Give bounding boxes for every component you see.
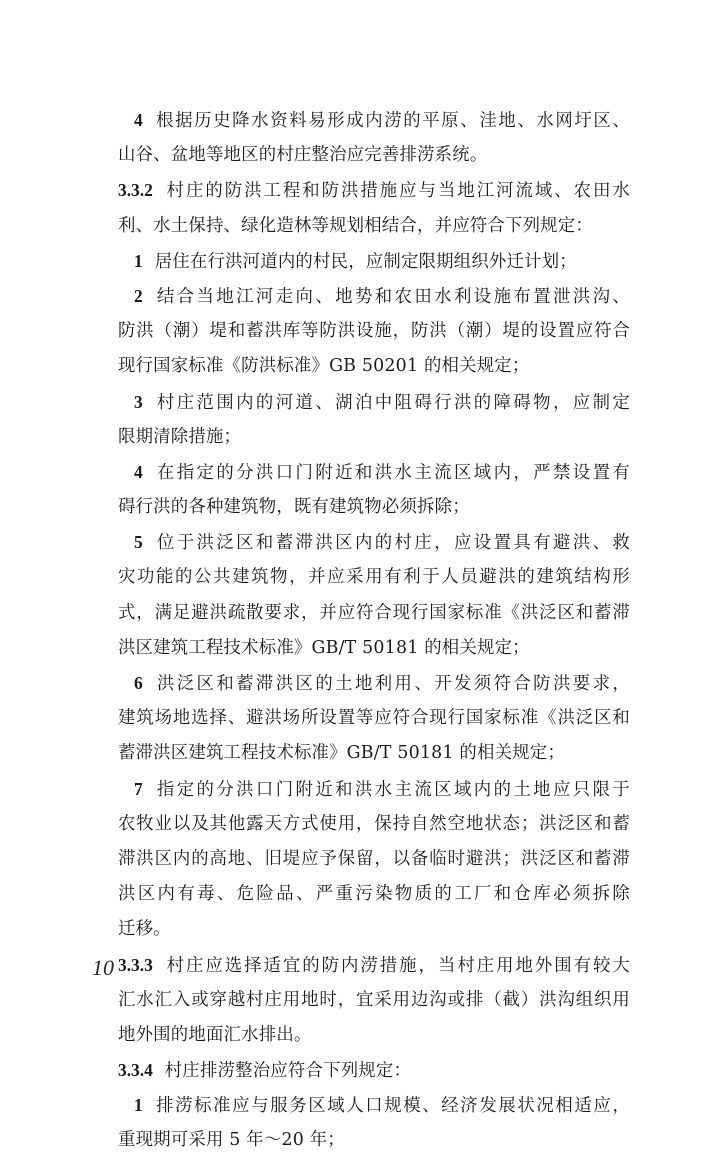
text-line bbox=[118, 385, 630, 420]
text-line bbox=[118, 807, 630, 842]
line-text: 排涝标准应与服务区域人口规模、经济发展状况相适应， bbox=[154, 1096, 630, 1117]
line-text: 洪泛区和蓄滞洪区的土地利用、开发须符合防洪要求， bbox=[154, 674, 630, 694]
text-line bbox=[118, 912, 630, 947]
line-text: 农牧业以及其他露天方式使用，保持自然空地状态；洪泛区和蓄 bbox=[118, 813, 630, 834]
text-line bbox=[118, 772, 630, 807]
text-line bbox=[118, 842, 630, 877]
line-text: 灾功能的公共建筑物，并应采用有利于人员避洪的建筑结构形 bbox=[118, 567, 630, 588]
line-text: 山谷、盆地等地区的村庄整治应完善排涝系统。 bbox=[118, 145, 488, 166]
text-line bbox=[118, 420, 630, 455]
text-line bbox=[118, 1123, 630, 1158]
line-text: 重现期可采用 5 年～20 年； bbox=[118, 1130, 345, 1151]
text-line bbox=[118, 983, 630, 1018]
text-line bbox=[118, 666, 630, 701]
item-number: 5 bbox=[134, 532, 143, 553]
text-line bbox=[118, 173, 630, 208]
line-text: 洪区建筑工程技术标准》GB/T 50181 的相关规定； bbox=[118, 637, 530, 658]
text-line bbox=[118, 948, 630, 983]
line-text: 防洪（潮）堤和蓄洪库等防洪设施，防洪（潮）堤的设置应符合 bbox=[118, 321, 630, 342]
item-number: 4 bbox=[134, 110, 143, 130]
text-line bbox=[118, 1018, 630, 1053]
clause-number: 3.3.4 bbox=[118, 1060, 153, 1081]
line-text: 指定的分洪口门附近和洪水主流区域内的土地应只限于 bbox=[154, 779, 630, 800]
item-number: 7 bbox=[134, 778, 143, 799]
text-line bbox=[118, 701, 630, 736]
line-text: 地外围的地面汇水排出。 bbox=[118, 1024, 312, 1045]
clause-number: 3.3.2 bbox=[118, 180, 153, 201]
text-line bbox=[118, 560, 630, 595]
text-line bbox=[118, 103, 630, 138]
text-line bbox=[118, 244, 630, 279]
line-text: 位于洪泛区和蓄滞洪区内的村庄，应设置具有避洪、救 bbox=[154, 533, 630, 554]
line-text: 村庄的防洪工程和防洪措施应与当地江河流域、农田水 bbox=[164, 181, 630, 202]
text-line bbox=[118, 209, 630, 244]
text-line bbox=[118, 736, 630, 771]
line-text: 蓄滞洪区建筑工程技术标准》GB/T 50181 的相关规定； bbox=[118, 743, 565, 764]
text-line bbox=[118, 490, 630, 525]
line-text: 在指定的分洪口门附近和洪水主流区域内，严禁设置有 bbox=[154, 462, 630, 483]
item-number: 1 bbox=[134, 1095, 143, 1116]
text-line bbox=[118, 455, 630, 490]
item-number: 3 bbox=[134, 391, 143, 412]
line-text: 利、水土保持、绿化造林等规划相结合，并应符合下列规定： bbox=[118, 215, 593, 236]
line-text: 洪区内有毒、危险品、严重污染物质的工厂和仓库必须拆除 bbox=[118, 884, 630, 905]
line-text: 村庄排涝整治应符合下列规定： bbox=[164, 1061, 412, 1082]
text-line bbox=[118, 631, 630, 666]
item-number: 2 bbox=[134, 285, 143, 306]
line-text: 居住在行洪河道内的村民，应制定限期组织外迁计划； bbox=[154, 251, 577, 272]
text-line bbox=[118, 138, 630, 173]
line-text: 根据历史降水资料易形成内涝的平原、洼地、水网圩区、 bbox=[154, 111, 630, 131]
item-number: 4 bbox=[134, 461, 143, 482]
item-number: 1 bbox=[134, 250, 143, 271]
line-text: 现行国家标准《防洪标准》GB 50201 的相关规定； bbox=[118, 356, 530, 377]
line-text: 碍行洪的各种建筑物，既有建筑物必须拆除； bbox=[118, 497, 470, 518]
line-text: 汇水汇入或穿越村庄用地时，宜采用边沟或排（截）洪沟组织用 bbox=[118, 989, 630, 1010]
line-text: 限期清除措施； bbox=[118, 426, 242, 447]
text-line bbox=[118, 1053, 630, 1088]
text-line bbox=[118, 596, 630, 631]
page-number: 10 bbox=[92, 955, 114, 980]
line-text: 村庄应选择适宜的防内涝措施，当村庄用地外围有较大 bbox=[164, 955, 630, 976]
text-line bbox=[118, 349, 630, 384]
text-line bbox=[118, 279, 630, 314]
line-text: 迁移。 bbox=[118, 919, 171, 940]
document-body bbox=[118, 103, 630, 1159]
line-text: 式，满足避洪疏散要求，并应符合现行国家标准《洪泛区和蓄滞 bbox=[118, 602, 630, 623]
clause-number: 3.3.3 bbox=[118, 954, 153, 975]
line-text: 建筑场地选择、避洪场所设置等应符合现行国家标准《洪泛区和 bbox=[118, 708, 630, 729]
text-line bbox=[118, 314, 630, 349]
line-text: 滞洪区内的高地、旧堤应予保留，以备临时避洪；洪泛区和蓄滞 bbox=[118, 848, 630, 869]
line-text: 结合当地江河走向、地势和农田水利设施布置泄洪沟、 bbox=[154, 286, 630, 307]
item-number: 6 bbox=[134, 673, 143, 693]
text-line bbox=[118, 877, 630, 912]
line-text: 村庄范围内的河道、湖泊中阻碍行洪的障碍物，应制定 bbox=[154, 392, 630, 413]
text-line bbox=[118, 525, 630, 560]
text-line bbox=[118, 1088, 630, 1123]
